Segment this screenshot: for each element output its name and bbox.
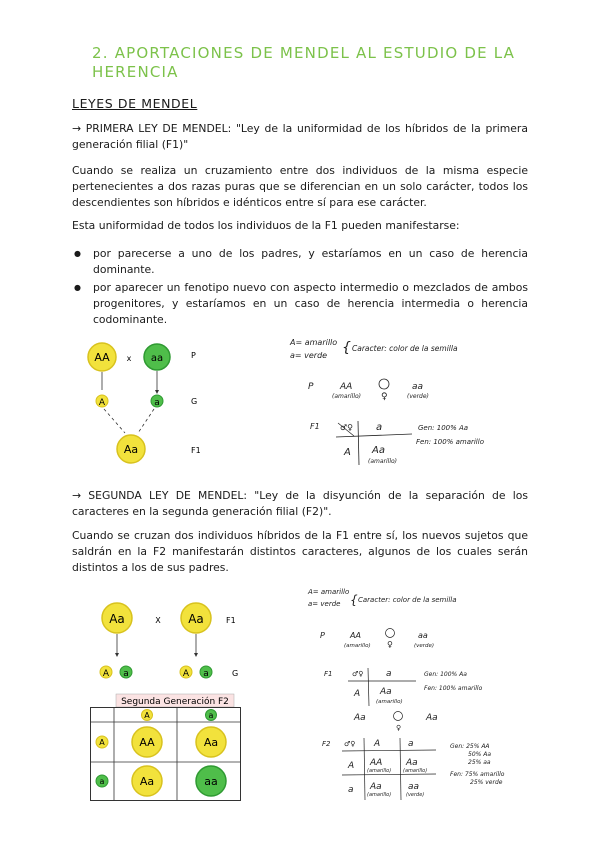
parent1-label: AA [94,351,110,364]
col-header-a-dominant [142,710,153,721]
brace: { [342,340,351,356]
genotype-result: Gen: 100% Aa [418,424,469,432]
parent2-label: aa [150,353,164,364]
gamete-left-a-dominant [100,666,112,679]
gamete-right-a-dominant [180,666,192,679]
f2-cell: aa [408,782,420,792]
p2-phenotype: (verde) [414,643,435,649]
p2-genotype: aa [412,382,424,392]
male-female-icon: ♂♀ [352,670,364,678]
phenotype-result: Fen: 100% amarillo [416,438,484,446]
gamete2-label: a [154,398,160,408]
f1-cell-phenotype: (amarillo) [376,699,403,705]
f1-label: F1 [324,670,333,678]
female-icon: ♀ [387,640,393,649]
f1-cross-female: Aa [426,713,438,723]
punnett-cell: Aa [372,445,385,456]
handwritten-notes-2 [300,582,520,804]
col-header-a-recessive [206,710,217,721]
genotype-result-2c: 25% aa [468,759,491,766]
parent-left-label: Aa [109,612,125,626]
legend-recessive: a= verde [308,600,341,608]
p2-phenotype: (verde) [407,393,429,400]
f2-label: F2 [322,740,331,748]
phenotype-result-1: Fen: 100% amarillo [424,685,483,692]
section-number: 2. [92,44,109,62]
genotype-result-2a: Gen: 25% AA [450,743,490,750]
cell-label: Aa [139,775,155,788]
cross-circle-icon [386,629,395,638]
f1-cross-male: Aa [354,713,366,723]
gamete-label: A [182,669,190,679]
f2-cell: AA [370,758,383,768]
p-label: P [320,631,325,640]
gamete1-label: A [98,398,106,408]
punnett-h-line [342,774,436,775]
parent-aa-left [102,603,132,633]
cell-aa-hybrid-1 [196,727,226,757]
cross-circle-icon [394,712,403,721]
punnett-v-line [368,668,369,706]
diagram-f1-cross [80,335,240,470]
row-label-f1: F1 [226,616,236,625]
cell-label: AA [139,736,155,749]
f2-cell-phenotype: (amarillo) [367,792,392,798]
offspring-label: Aa [123,443,139,456]
gamete-right-a-recessive [200,666,212,679]
brace: { [350,593,358,607]
arrow-head [115,653,119,657]
cross-symbol: x [126,354,132,363]
law1-paragraph: Cuando se realiza un cruzamiento entre dos individuos de la misma especie pertenecientes a dos razas puras que se diferencian en un solo carácter, todos los descendientes son híbridos e idénticos entre sí para ese carácter. [72,164,528,209]
f2-row-header: a [348,785,354,795]
parent-right-label: Aa [188,612,204,626]
f2-col-header: a [408,739,414,749]
gamete-label: a [123,669,129,679]
gamete-label: A [102,669,110,679]
punnett-v-line [358,421,359,465]
cell-label: aa [204,775,218,788]
legend-recessive: a= verde [290,351,328,360]
law2-paragraph: Cuando se cruzan dos individuos híbridos de la F1 entre sí, los nuevos sujetos que saldrán en la F2 manifestarán distintos caracteres, algunos de los cuales serán distintos a los de sus padres. [72,529,528,574]
row-header-a-recessive [96,775,108,787]
section-title-text: APORTACIONES DE MENDEL AL ESTUDIO DE LA HERENCIA [92,44,516,81]
punnett-h-line [336,434,412,437]
dashed-line [138,409,154,433]
f1-col-header: a [386,669,392,679]
punnett-col-header: a [376,422,383,433]
gamete-a-dominant [96,395,108,408]
law1-heading: → PRIMERA LEY DE MENDEL: "Ley de la uniformidad de los híbridos de la primera generación filial (F1)" [72,122,528,151]
row-label-g: G [191,397,198,406]
punnett-square-f2 [90,692,250,804]
section-title [92,44,532,82]
dashed-line [104,409,125,433]
f2-cell-phenotype: (amarillo) [403,768,428,774]
f2-cell-phenotype: (verde) [406,792,425,798]
male-female-icon: ♂♀ [344,740,356,748]
f2-cell: Aa [406,758,418,768]
cell-aa-dominant [132,727,162,757]
female-icon: ♀ [381,392,388,402]
row-header-label: A [99,738,105,747]
f2-col-header: A [374,739,381,749]
row-header-label: a [99,777,105,786]
parent-aa-right [181,603,211,633]
male-female-icon: ♂♀ [340,423,354,432]
gamete-a-recessive [151,395,163,408]
legend-dominant: A= amarillo [290,338,338,347]
phenotype-result-2a: Fen: 75% amarillo [450,771,505,778]
arrow-head [194,653,198,657]
subheading: LEYES DE MENDEL [72,96,198,111]
law1-paragraph-2: Esta uniformidad de todos los individuos de la F1 pueden manifestarse: [72,219,460,232]
f1-row-header: A [354,689,361,699]
list-item: ● por parecerse a uno de los padres, y estaríamos en un caso de herencia dominante. [72,246,528,278]
p1-genotype: AA [340,382,353,392]
f2-cell: Aa [370,782,382,792]
punnett-v-line [400,738,401,800]
col-header-label: a [208,711,214,720]
legend-dominant: A= amarillo [308,588,350,596]
f2-cell-phenotype: (amarillo) [367,768,392,774]
f1-cell: Aa [380,687,392,697]
cross-symbol: X [155,616,161,625]
p2-genotype: aa [418,631,428,640]
gamete-label: a [203,669,209,679]
punnett-h-line [342,750,436,751]
cell-aa-hybrid-2 [132,766,162,796]
cross-circle-icon [379,379,389,389]
p1-phenotype: (amarillo) [332,393,362,400]
genotype-result-2b: 50% Aa [468,751,492,758]
row-header-a-dominant [96,736,108,748]
list-item: ● por aparecer un fenotipo nuevo con aspecto intermedio o mezclados de ambos progenitores, y estaríamos en un caso de herencia intermedia o herencia codominante. [72,280,528,328]
genotype-result-1: Gen: 100% Aa [424,671,467,678]
offspring-aa [117,435,145,463]
f2-row-header: A [348,761,355,771]
caracter-note: Caracter: color de la semilla [352,344,458,353]
row-label-f1: F1 [191,446,201,455]
p1-genotype: AA [350,631,361,640]
punnett-v-line [364,738,365,800]
handwritten-notes-1 [288,333,518,473]
table-title: Segunda Generación F2 [121,697,229,707]
caracter-note: Caracter: color de la semilla [358,596,457,604]
female-icon: ♀ [396,724,402,732]
f1-label: F1 [310,422,320,431]
punnett-cell-phenotype: (amarillo) [368,458,398,465]
row-label-g: G [232,669,239,678]
col-header-label: A [144,711,150,720]
row-label-p: P [191,351,196,360]
parent-aa-recessive [144,344,170,370]
p1-phenotype: (amarillo) [344,643,371,649]
p-label: P [308,382,314,392]
cell-label: Aa [203,736,219,749]
phenotype-result-2b: 25% verde [470,779,503,786]
arrow-head [155,390,159,394]
parent-aa-dominant [88,343,116,371]
gamete-left-a-recessive [120,666,132,679]
bullet-list [72,246,528,330]
law2-heading: → SEGUNDA LEY DE MENDEL: "Ley de la disyunción de la separación de los caracteres en la segunda generación filial (F2)". [72,489,528,518]
cell-aa-recessive [196,766,226,796]
punnett-row-header: A [344,447,351,458]
